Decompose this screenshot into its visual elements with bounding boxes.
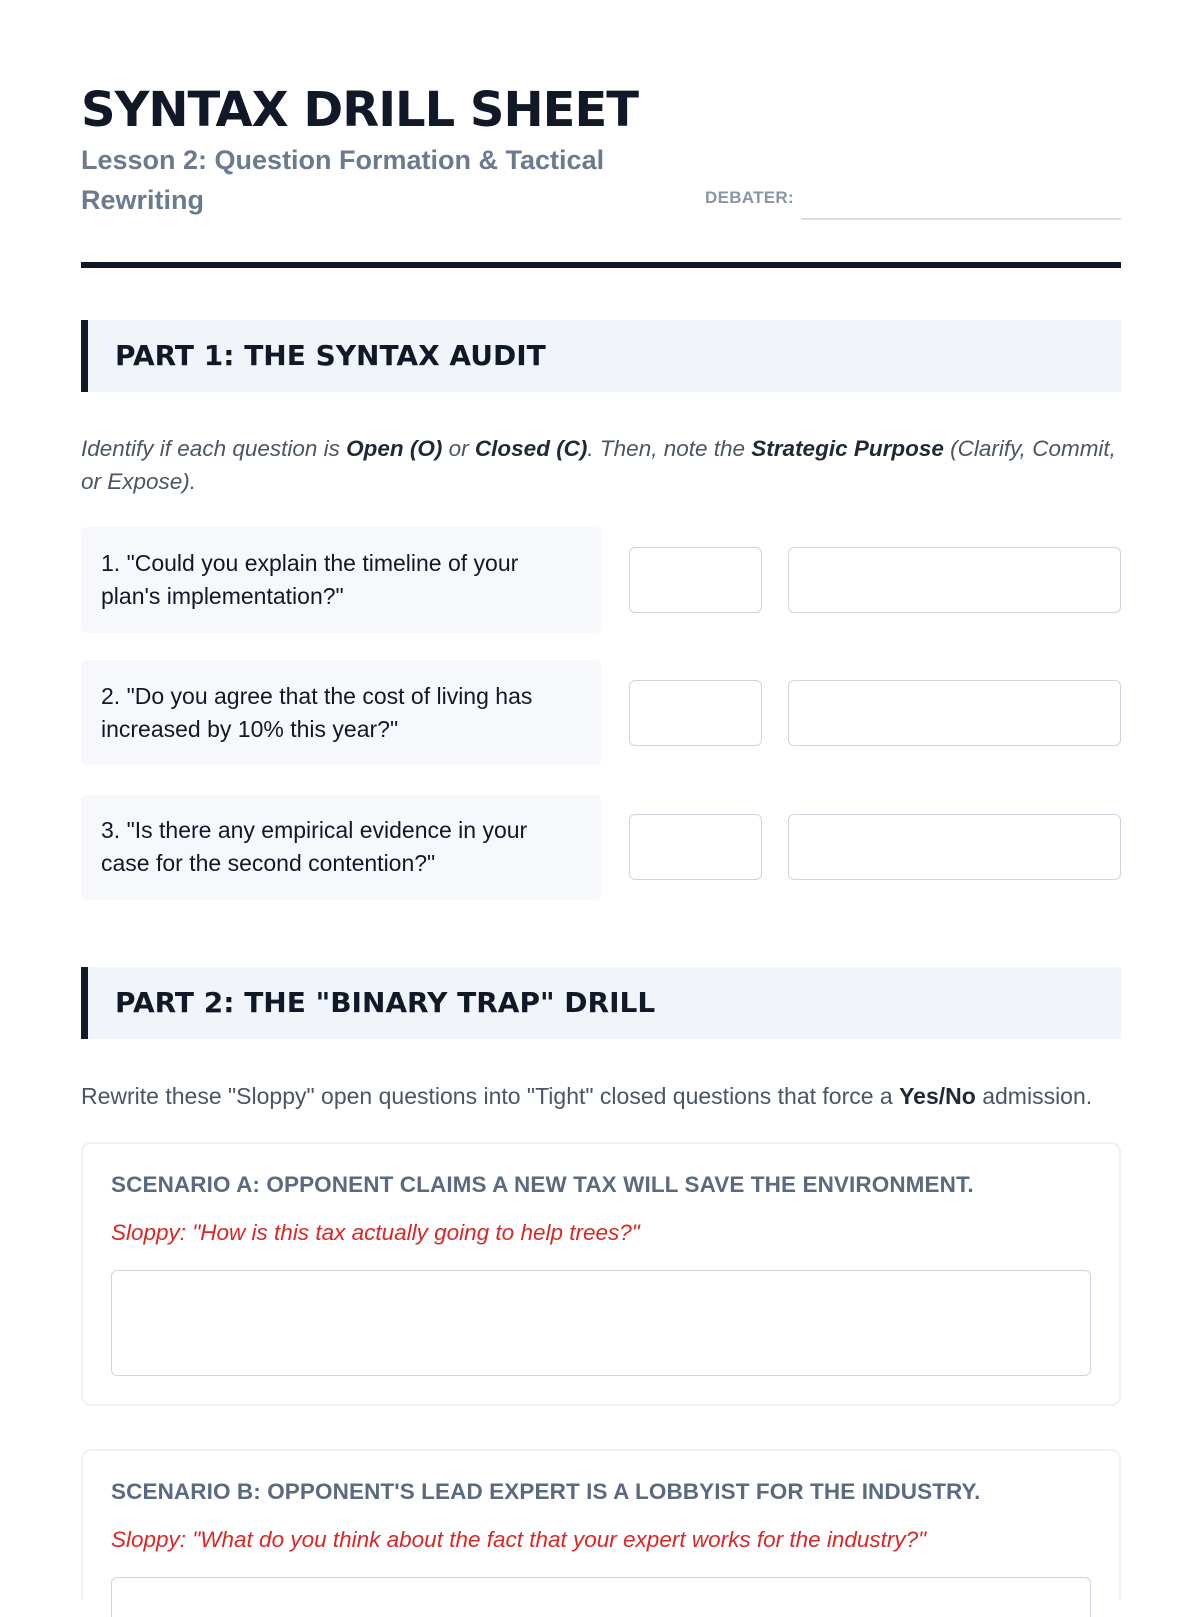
part2-heading (81, 967, 1121, 1039)
question-text: 2. "Do you agree that the cost of living has increased by 10% this year?" (101, 683, 533, 742)
strategic-purpose-answer-box[interactable] (788, 547, 1121, 613)
sloppy-question: Sloppy: "What do you think about the fact that your expert works for the industry?" (111, 1527, 927, 1552)
scenario-card-b (81, 1449, 1121, 1600)
part2-heading-text: PART 2: THE "BINARY TRAP" DRILL (115, 986, 656, 1019)
strategic-purpose-answer-box[interactable] (788, 814, 1121, 880)
scenario-title: SCENARIO B: OPPONENT'S LEAD EXPERT IS A LOBBYIST FOR THE INDUSTRY. (111, 1479, 981, 1504)
open-closed-answer-box[interactable] (629, 680, 762, 746)
open-closed-answer-box[interactable] (629, 814, 762, 880)
instruction-emphasis: Strategic Purpose (751, 436, 944, 461)
debater-name-field[interactable] (801, 218, 1121, 220)
instruction-text: Rewrite these "Sloppy" open questions into "Tight" closed questions that force a (81, 1083, 900, 1109)
question-text: 1. "Could you explain the timeline of your plan's implementation?" (101, 550, 519, 609)
scenario-title: SCENARIO A: OPPONENT CLAIMS A NEW TAX WILL SAVE THE ENVIRONMENT. (111, 1172, 974, 1197)
part2-instructions (81, 1080, 1141, 1113)
instruction-text: . Then, note the (587, 436, 752, 461)
instruction-text: admission. (975, 1083, 1093, 1109)
question-card (81, 794, 601, 900)
question-card (81, 527, 601, 633)
instruction-emphasis: Closed (C) (474, 436, 588, 461)
debater-label: DEBATER: (705, 188, 794, 207)
strategic-purpose-answer-box[interactable] (788, 680, 1121, 746)
open-closed-answer-box[interactable] (629, 547, 762, 613)
tight-question-answer-box[interactable] (111, 1577, 1091, 1617)
instruction-emphasis: Open (O) (346, 436, 443, 461)
question-text: 3. "Is there any empirical evidence in your case for the second contention?" (101, 817, 528, 876)
page-subtitle: Lesson 2: Question Formation & Tactical Rewriting (81, 145, 605, 215)
tight-question-answer-box[interactable] (111, 1270, 1091, 1376)
sloppy-question: Sloppy: "How is this tax actually going to help trees?" (111, 1220, 640, 1245)
instruction-text: Identify if each question is (81, 436, 347, 461)
instruction-text: (Clarify, Commit, or Expose). (81, 436, 1116, 494)
scenario-card-a (81, 1142, 1121, 1406)
part1-heading-text: PART 1: THE SYNTAX AUDIT (115, 339, 546, 372)
part1-heading (81, 320, 1121, 392)
question-card (81, 660, 601, 766)
instruction-emphasis: Yes/No (899, 1083, 976, 1109)
page-title: SYNTAX DRILL SHEET (81, 82, 638, 138)
header-divider (81, 262, 1121, 268)
instruction-text: or (442, 436, 475, 461)
part1-instructions (81, 432, 1121, 498)
